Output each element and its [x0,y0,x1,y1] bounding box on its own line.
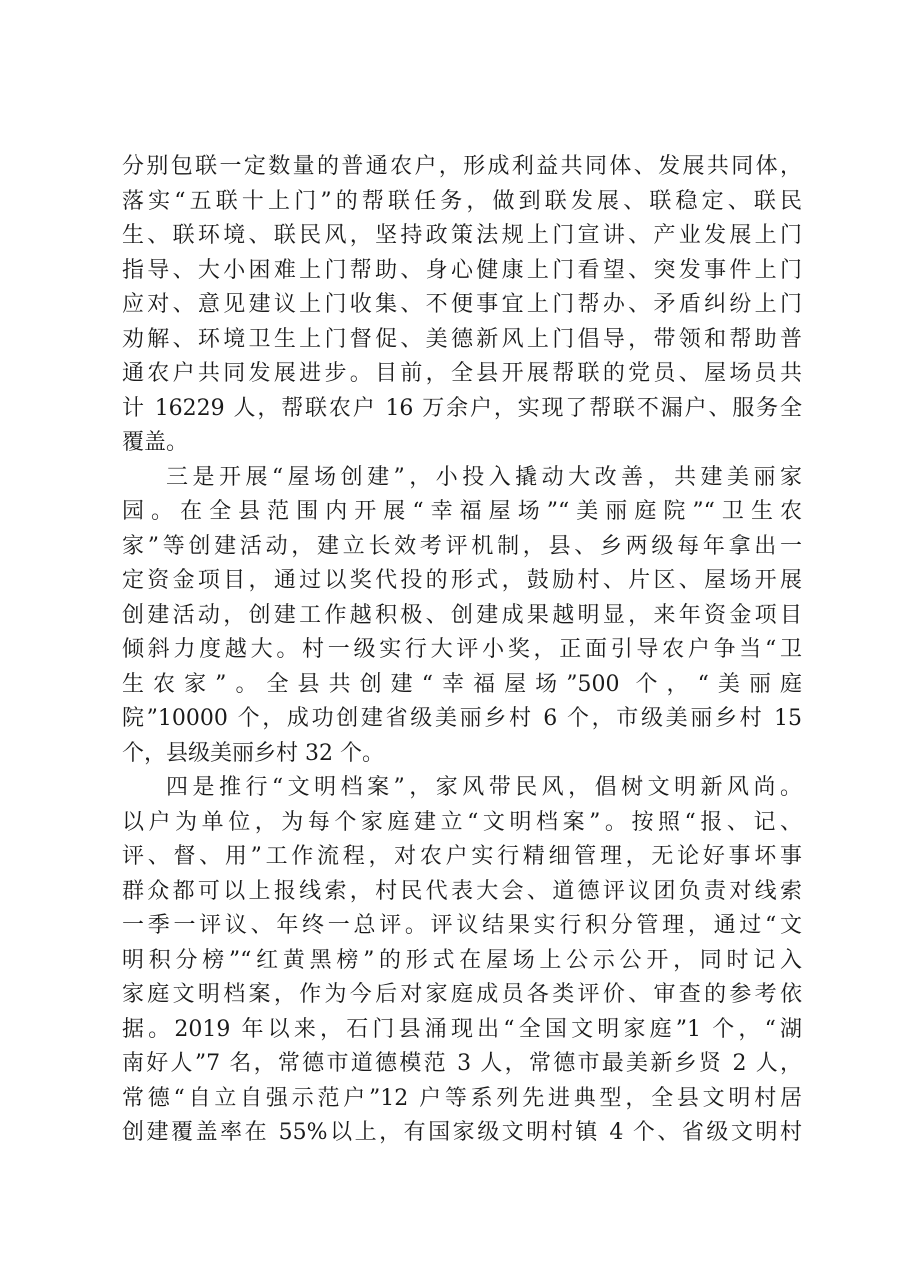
text-line: 群众都可以上报线索，村民代表大会、道德评议团负责对线索 [122,878,802,904]
paragraph-2 [122,461,802,772]
text-line: 三是开展“屋场创建”，小投入撬动大改善，共建美丽家 [166,464,802,490]
text-line: 创建活动，创建工作越积极、创建成果越明显，来年资金项目 [122,602,802,628]
text-line: 创建覆盖率在 55%以上，有国家级文明村镇 4 个、省级文明村 [122,1120,802,1145]
text-line: 家庭文明档案，作为今后对家庭成员各类评价、审查的参考依 [122,982,802,1007]
text-line: 应对、意见建议上门收集、不便事宜上门帮办、矛盾纠纷上门 [122,292,802,317]
paragraph-3 [122,771,802,1151]
text-line: 评、督、用”工作流程，对农户实行精细管理，无论好事坏事 [122,844,802,869]
text-line: 据。2019 年以来，石门县涌现出“全国文明家庭”1 个，“湖 [122,1016,802,1042]
text-line: 指导、大小困难上门帮助、身心健康上门看望、突发事件上门 [122,257,802,283]
text-line: 以户为单位，为每个家庭建立“文明档案”。按照“报、记、 [122,809,802,835]
text-line: 生、联环境、联民风，坚持政策法规上门宣讲、产业发展上门 [122,223,802,248]
text-line: 个，县级美丽乡村 32 个。 [122,740,384,766]
text-line: 计 16229 人，帮联农户 16 万余户，实现了帮联不漏户、服务全 [122,395,802,421]
text-line: 覆盖。 [122,430,189,455]
text-line: 生农家”。全县共创建“幸福屋场”500 个，“美丽庭 [122,671,802,697]
text-line: 院”10000 个，成功创建省级美丽乡村 6 个，市级美丽乡村 15 [122,706,802,731]
text-line: 明积分榜”“红黄黑榜”的形式在屋场上公示公开，同时记入 [122,947,802,973]
text-line: 四是推行“文明档案”，家风带民风，倡树文明新风尚。 [166,775,802,800]
text-line: 倾斜力度越大。村一级实行大评小奖，正面引导农户争当“卫 [122,637,802,662]
text-line: 南好人”7 名，常德市道德模范 3 人，常德市最美新乡贤 2 人， [122,1051,802,1076]
paragraph-1 [122,150,802,461]
text-line: 分别包联一定数量的普通农户，形成利益共同体、发展共同体， [122,154,802,179]
text-line: 通农户共同发展进步。目前，全县开展帮联的党员、屋场员共 [122,361,802,386]
text-line: 定资金项目，通过以奖代投的形式，鼓励村、片区、屋场开展 [122,568,802,593]
text-line: 落实“五联十上门”的帮联任务，做到联发展、联稳定、联民 [122,188,802,214]
text-line: 一季一评议、年终一总评。评议结果实行积分管理，通过“文 [122,913,802,938]
text-line: 园。在全县范围内开展“幸福屋场”“美丽庭院”“卫生农 [122,499,802,524]
text-line: 家”等创建活动，建立长效考评机制，县、乡两级每年拿出一 [122,533,802,559]
document-body [122,150,802,1151]
text-line: 常德“自立自强示范户”12 户等系列先进典型，全县文明村居 [122,1085,802,1111]
text-line: 劝解、环境卫生上门督促、美德新风上门倡导，带领和帮助普 [122,326,802,352]
